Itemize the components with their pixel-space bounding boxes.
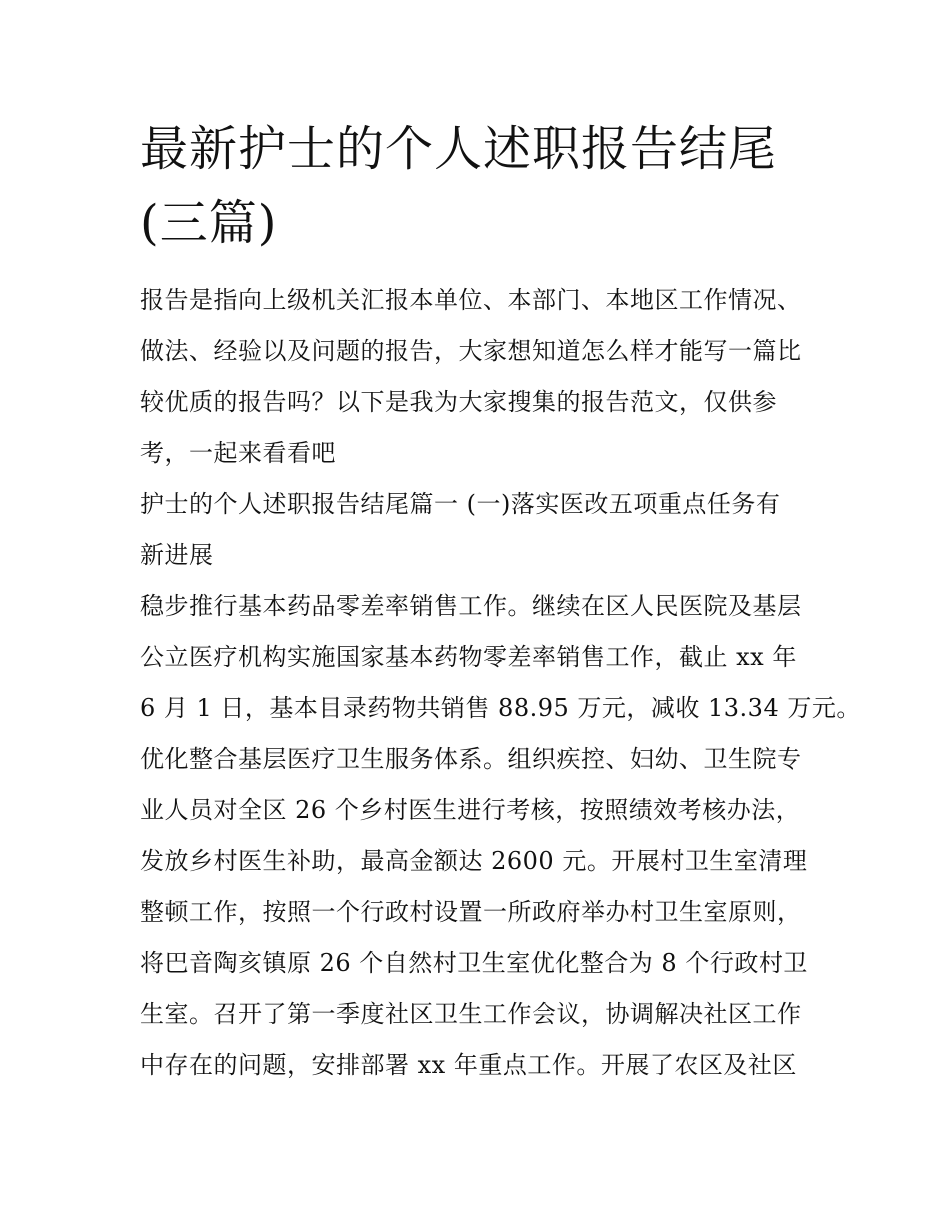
title-line-1: 最新护士的个人述职报告结尾 [140, 121, 778, 177]
document-title [140, 112, 820, 260]
intro-line: 做法、经验以及问题的报告，大家想知道怎么样才能写一篇比 [140, 337, 802, 365]
section-heading-line: 新进展 [140, 541, 214, 569]
title-line-2: (三篇) [140, 195, 278, 251]
body-line: 6 月 1 日，基本目录药物共销售 88.95 万元，减收 13.34 万元。 [140, 694, 861, 722]
section-heading-line: 护士的个人述职报告结尾篇一 (一)落实医改五项重点任务有 [140, 490, 781, 518]
body-line: 发放乡村医生补助，最高金额达 2600 元。开展村卫生室清理 [140, 847, 808, 875]
body-line: 优化整合基层医疗卫生服务体系。组织疾控、妇幼、卫生院专 [140, 745, 802, 773]
body-line: 公立医疗机构实施国家基本药物零差率销售工作，截止 xx 年 [140, 643, 797, 671]
body-line: 生室。召开了第一季度社区卫生工作会议，协调解决社区工作 [140, 1000, 802, 1028]
intro-line: 报告是指向上级机关汇报本单位、本部门、本地区工作情况、 [140, 286, 802, 314]
body-line: 业人员对全区 26 个乡村医生进行考核，按照绩效考核办法， [140, 796, 801, 824]
intro-line: 较优质的报告吗？以下是我为大家搜集的报告范文，仅供参 [140, 388, 777, 416]
intro-line: 考，一起来看看吧 [140, 439, 336, 467]
body-line: 将巴音陶亥镇原 26 个自然村卫生室优化整合为 8 个行政村卫 [140, 949, 808, 977]
body-line: 整顿工作，按照一个行政村设置一所政府举办村卫生室原则， [140, 898, 802, 926]
body-line: 稳步推行基本药品零差率销售工作。继续在区人民医院及基层 [140, 592, 802, 620]
body-line: 中存在的问题，安排部署 xx 年重点工作。开展了农区及社区 [140, 1051, 797, 1079]
